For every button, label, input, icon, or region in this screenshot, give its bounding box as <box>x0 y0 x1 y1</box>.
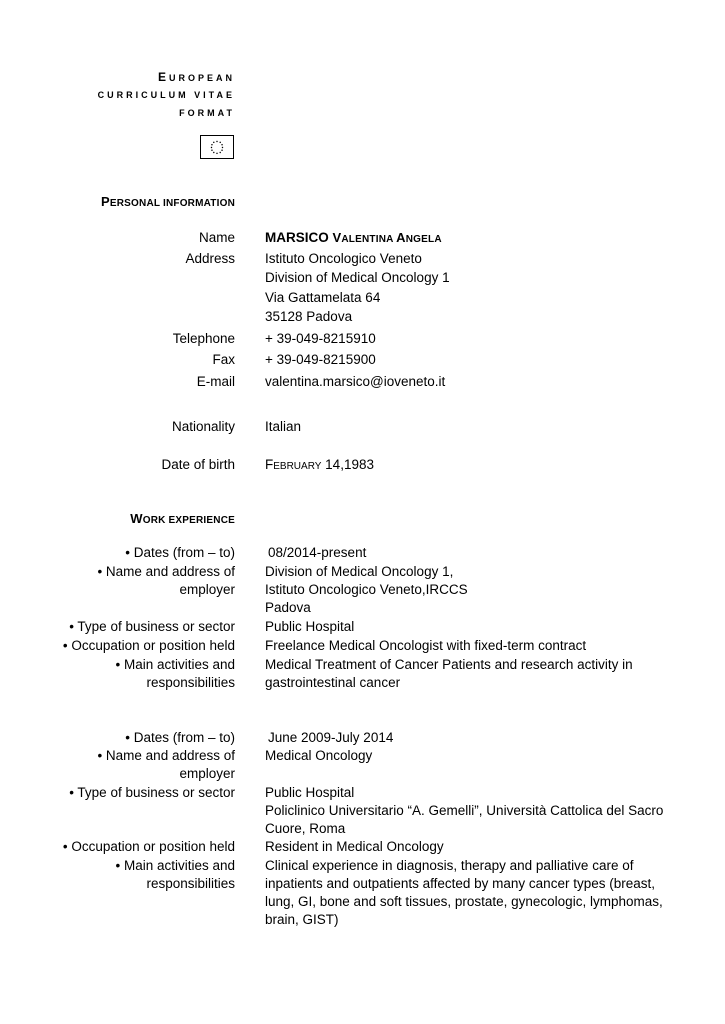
job1-dates-value: 08/2014-present <box>268 545 367 560</box>
job2-business-line-2: Policlinico Universitario “A. Gemelli”, Università Cattolica del Sacro Cuore, Roma <box>265 803 664 836</box>
address-line-1: Istituto Oncologico Veneto <box>265 251 422 266</box>
job2-dates-value: June 2009-July 2014 <box>268 730 394 745</box>
telephone-label: Telephone <box>172 331 235 346</box>
header-line-1 <box>158 68 235 87</box>
heading-rest: ORK EXPERIENCE <box>142 515 235 526</box>
job1-activities-value: Medical Treatment of Cancer Patients and research activity in gastrointestinal cancer <box>265 657 633 690</box>
given-2-rest: NGELA <box>405 234 442 245</box>
nationality-label: Nationality <box>171 419 235 434</box>
heading-initial: P <box>101 194 110 209</box>
job1-activities-label-1: • Main activities and <box>115 657 235 672</box>
address-line-4: 35128 Padova <box>265 309 353 324</box>
job1-activities-label-2: responsibilities <box>146 675 235 690</box>
job1-occupation-value: Freelance Medical Oncologist with fixed-term contract <box>265 638 587 653</box>
heading-rest: ERSONAL INFORMATION <box>109 198 235 209</box>
job2-employer-value: Medical Oncology <box>265 748 373 763</box>
address-line-2: Division of Medical Oncology 1 <box>265 270 450 285</box>
dob-day-year: 14,1983 <box>321 457 374 472</box>
header-initial: E <box>157 70 169 84</box>
job2-employer-label-2: employer <box>179 766 235 781</box>
heading-initial: W <box>130 511 143 526</box>
name-label: Name <box>198 230 235 245</box>
eu-flag-icon <box>200 135 234 159</box>
nationality-value: Italian <box>265 419 302 434</box>
telephone-value: + 39-049-8215910 <box>265 331 376 346</box>
given-1-initial: V <box>332 230 342 245</box>
header-word-european: UROPEAN <box>168 73 235 83</box>
job1-employer-line-2: Istituto Oncologico Veneto,IRCCS <box>265 582 468 597</box>
job1-business-value: Public Hospital <box>265 619 355 634</box>
address-line-3: Via Gattamelata 64 <box>265 290 381 305</box>
given-2-initial: A <box>396 230 406 245</box>
job1-business-label: • Type of business or sector <box>69 619 235 634</box>
job1-employer-label-1: • Name and address of <box>97 564 235 579</box>
job1-dates-label: • Dates (from – to) <box>125 545 235 560</box>
personal-information-heading <box>101 194 235 209</box>
job1-occupation-label: • Occupation or position held <box>62 638 235 653</box>
full-name <box>265 229 442 249</box>
given-1-rest: ALENTINA <box>341 234 394 245</box>
job2-activities-label-1: • Main activities and <box>115 858 235 873</box>
dob-month-initial: F <box>265 457 274 472</box>
job1-employer-line-3: Padova <box>265 600 311 615</box>
email-label: E-mail <box>196 374 235 389</box>
job2-activities-value: Clinical experience in diagnosis, therapy and palliative care of inpatients and outpatients affected by many cancer types (breast, lung, GI, bone and soft tissues, prostate, gynecologic, lymphomas, brain, GIST) <box>265 858 663 927</box>
job2-occupation-label: • Occupation or position held <box>62 839 235 854</box>
job1-employer-line-1: Division of Medical Oncology 1, <box>265 564 454 579</box>
job1-employer-label-2: employer <box>179 582 235 597</box>
job2-employer-label-1: • Name and address of <box>97 748 235 763</box>
given-names <box>332 230 442 245</box>
dob-label: Date of birth <box>161 457 235 472</box>
work-experience-heading <box>130 511 235 526</box>
surname: MARSICO <box>265 230 329 245</box>
job2-activities-label-2: responsibilities <box>146 876 235 891</box>
address-label: Address <box>185 251 235 266</box>
job2-dates-label: • Dates (from – to) <box>125 730 235 745</box>
fax-label: Fax <box>212 352 235 367</box>
job2-business-label: • Type of business or sector <box>69 785 235 800</box>
fax-value: + 39-049-8215900 <box>265 352 376 367</box>
dob-month-rest: EBRUARY <box>273 461 322 472</box>
header-line-2: CURRICULUM VITAE <box>97 90 235 100</box>
dob-value <box>265 456 374 476</box>
email-value: valentina.marsico@ioveneto.it <box>265 374 446 389</box>
job2-occupation-value: Resident in Medical Oncology <box>265 839 444 854</box>
job2-business-line-1: Public Hospital <box>265 785 355 800</box>
header-line-3: FORMAT <box>179 108 235 118</box>
